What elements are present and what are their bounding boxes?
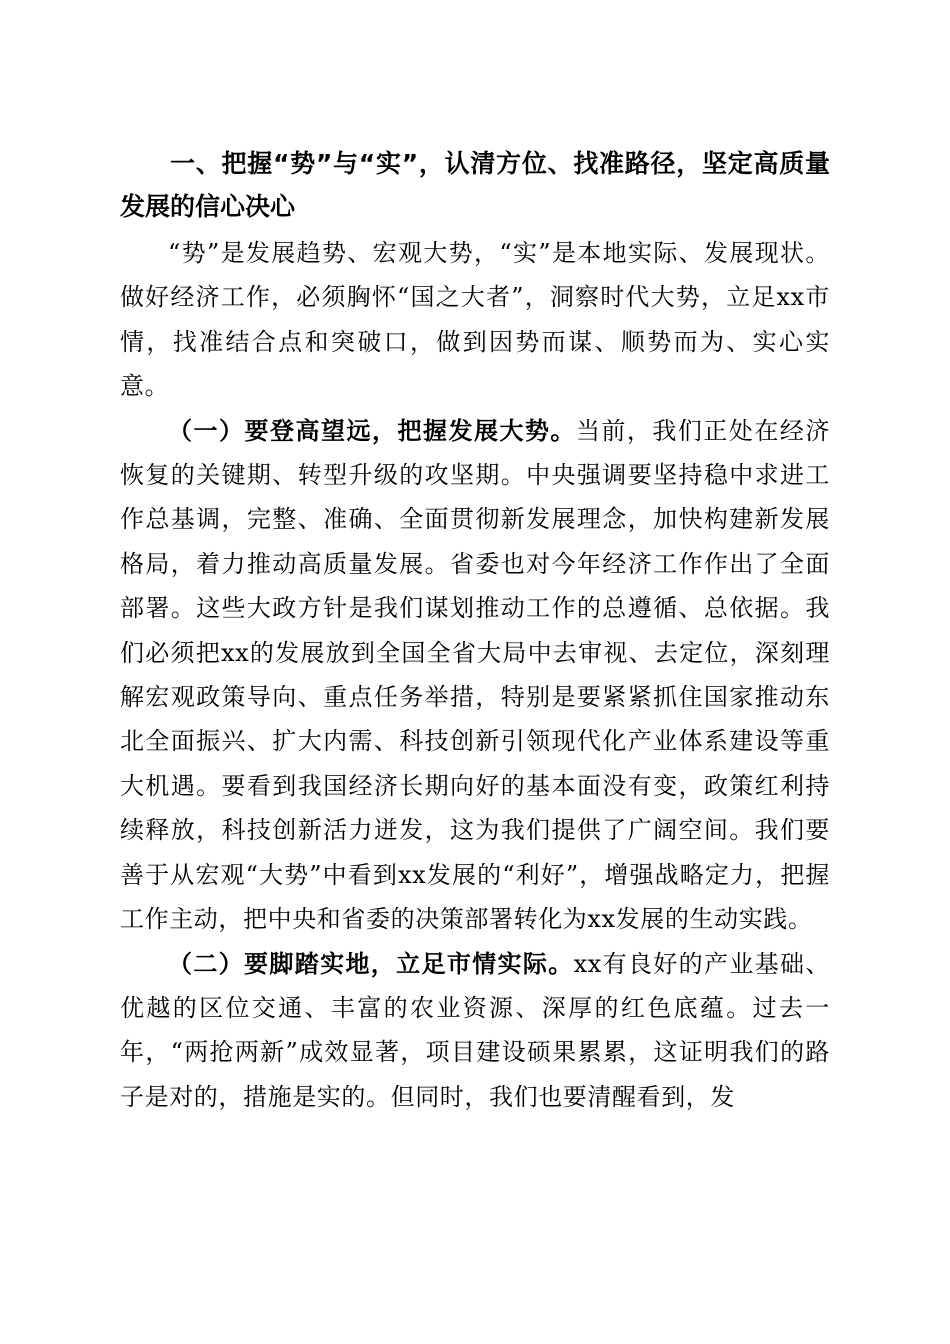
paragraph-text: 当前，我们正处在经济恢复的关键期、转型升级的攻坚期。中央强调要坚持稳中求进工作总基调，完整、准确、全面贯彻新发展理念，加快构建新发展格局，着力推动高质量发展。省委也对今年经济工作作出了全面部署。这些大政方针是我们谋划推动工作的总遵循、总依据。我们必须把xx的发展放到全国全省大局中去审视、去定位，深刻理解宏观政策导向、重点任务举措，特别是要紧紧抓住国家推动东北全面振兴、扩大内需、科技创新引领现代化产业体系建设等重大机遇。要看到我国经济长期向好的基本面没有变，政策红利持续释放，科技创新活力迸发，这为我们提供了广阔空间。我们要善于从宏观“大势”中看到xx发展的“利好”，增强战略定力，把握工作主动，把中央和省委的决策部署转化为xx发展的生动实践。 <box>120 416 830 934</box>
paragraph-lead: （一）要登高望远，把握发展大势。 <box>168 415 576 445</box>
paragraph-point-1 <box>120 409 830 942</box>
section-heading: 一、把握“势”与“实”，认清方位、找准路径，坚定高质量发展的信心决心 <box>120 149 830 221</box>
paragraph-text: “势”是发展趋势、宏观大势，“实”是本地实际、发展现状。做好经济工作，必须胸怀“国之大者”，洞察时代大势，立足xx市情，找准结合点和突破口，做到因势而谋、顺势而为、实心实意。 <box>120 239 830 401</box>
paragraph-point-2 <box>120 942 830 1120</box>
paragraph-text: xx有良好的产业基础、优越的区位交通、丰富的农业资源、深厚的红色底蕴。过去一年，“两抢两新”成效显著，项目建设硕果累累，这证明我们的路子是对的，措施是实的。但同时，我们也要清醒看到，发 <box>120 949 831 1111</box>
paragraph-lead: （二）要脚踏实地，立足市情实际。 <box>168 948 574 978</box>
document-body <box>120 142 830 1119</box>
paragraph-intro <box>120 231 830 409</box>
